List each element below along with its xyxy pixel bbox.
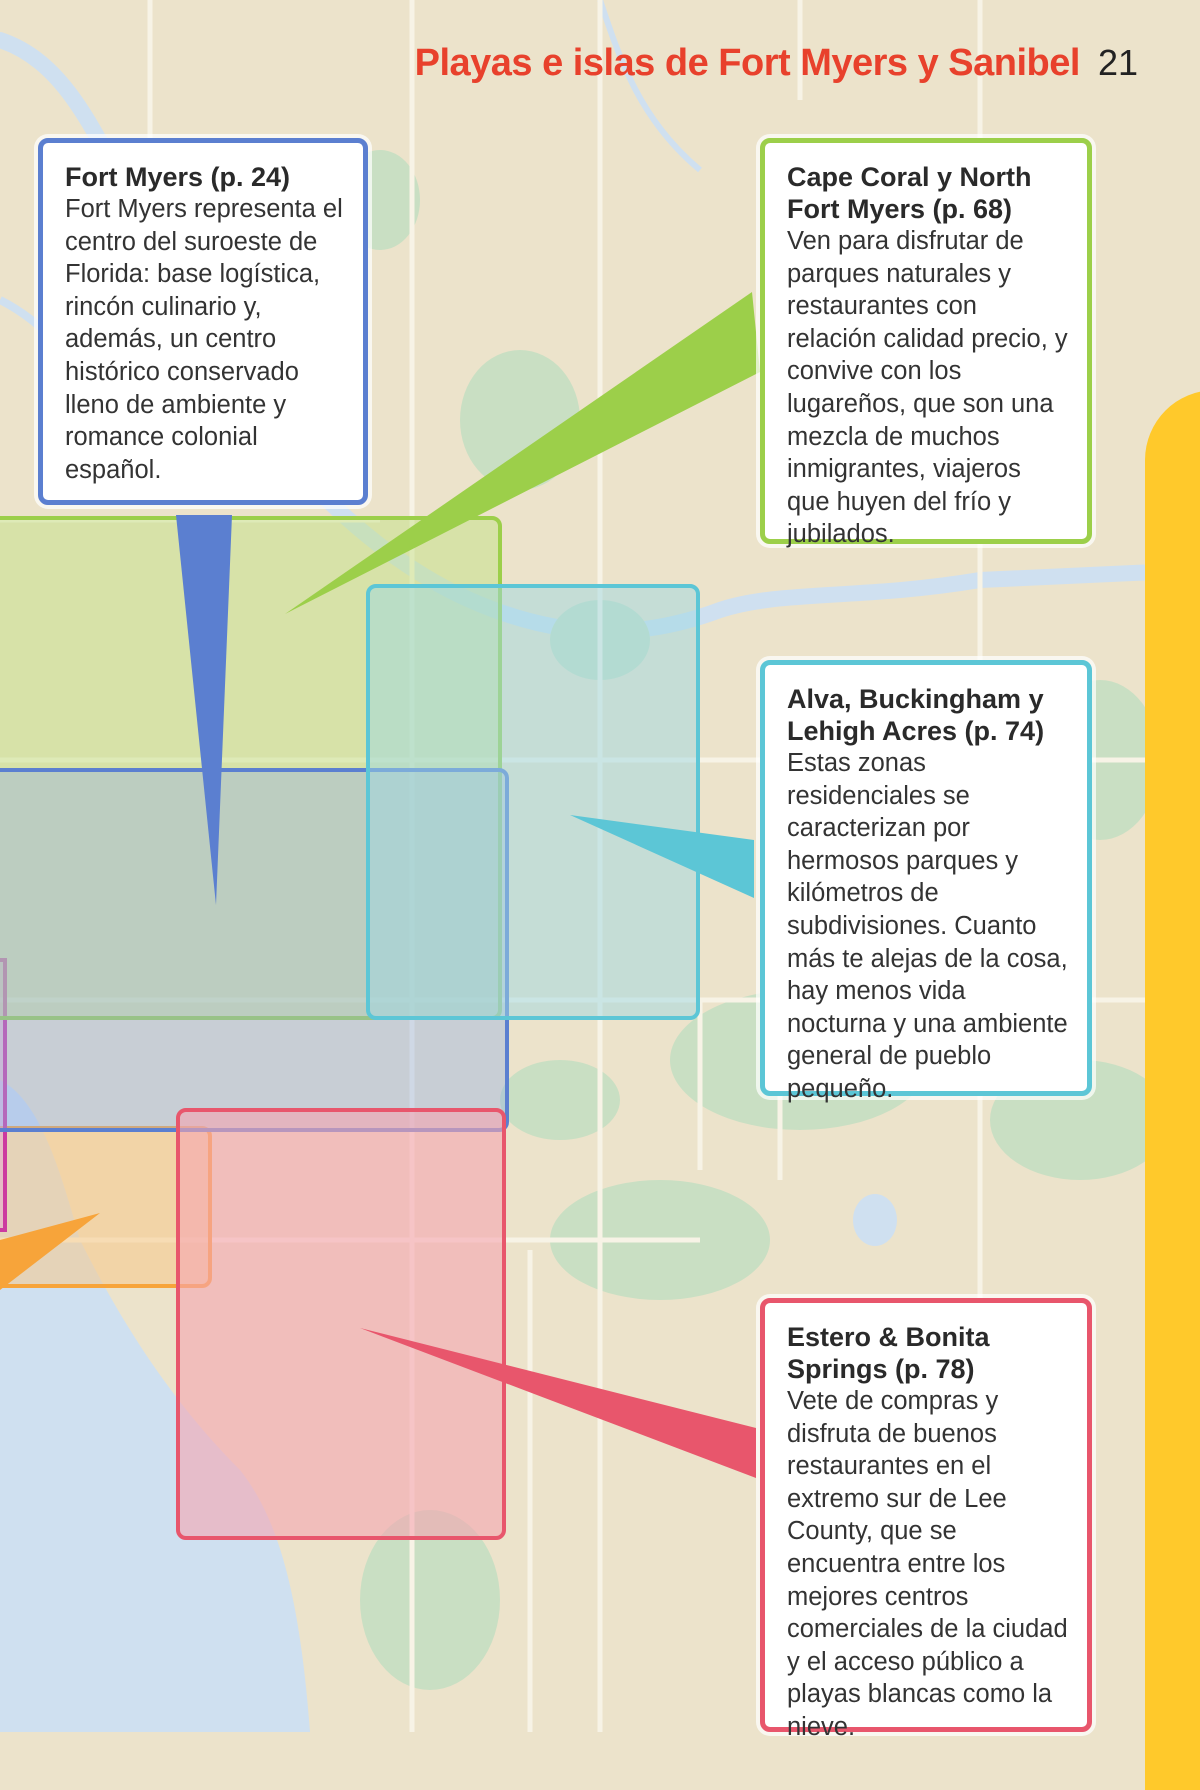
callout-cape-coral	[760, 138, 1092, 549]
page-title: Playas e islas de Fort Myers y Sanibel	[414, 42, 1080, 84]
yellow-page-tab	[1145, 390, 1200, 1790]
callout-fort-myers	[38, 138, 368, 505]
callout-body: Vete de compras y disfruta de buenos restaurantes en el extremo sur de Lee County, que se encuentra entre los mejores centros comerciales de la ciudad y el acceso público a playas blancas como la nieve.	[787, 1387, 1068, 1741]
alva-region	[368, 586, 698, 1018]
callout-estero	[760, 1298, 1092, 1741]
estero-region	[178, 1110, 504, 1538]
callout-body: Ven para disfrutar de parques naturales y restaurantes con relación calidad precio, y convive con los lugareños, que son una mezcla de muchos inmigrantes, viajeros que huyen del frío y jubilados.	[787, 227, 1068, 549]
callout-title: Cape Coral y North Fort Myers (p. 68)	[787, 162, 1032, 224]
callout-title: Fort Myers (p. 24)	[65, 162, 291, 192]
callout-title: Alva, Buckingham y Lehigh Acres (p. 74)	[787, 684, 1045, 746]
page-number: 21	[1097, 42, 1138, 83]
callout-body: Fort Myers representa el centro del suroeste de Florida: base logística, rincón culinario y, además, un centro histórico conservado lleno de ambiente y romance colonial español.	[65, 195, 343, 484]
page-header	[415, 42, 1138, 85]
callout-body: Estas zonas residenciales se caracterizan por hermosos parques y kilómetros de subdivisiones. Cuanto más te alejas de la cosa, hay menos vida nocturna y una ambiente general de pueblo pequeño.	[787, 749, 1068, 1103]
callout-alva	[760, 660, 1092, 1103]
callout-title: Estero & Bonita Springs (p. 78)	[787, 1322, 990, 1384]
